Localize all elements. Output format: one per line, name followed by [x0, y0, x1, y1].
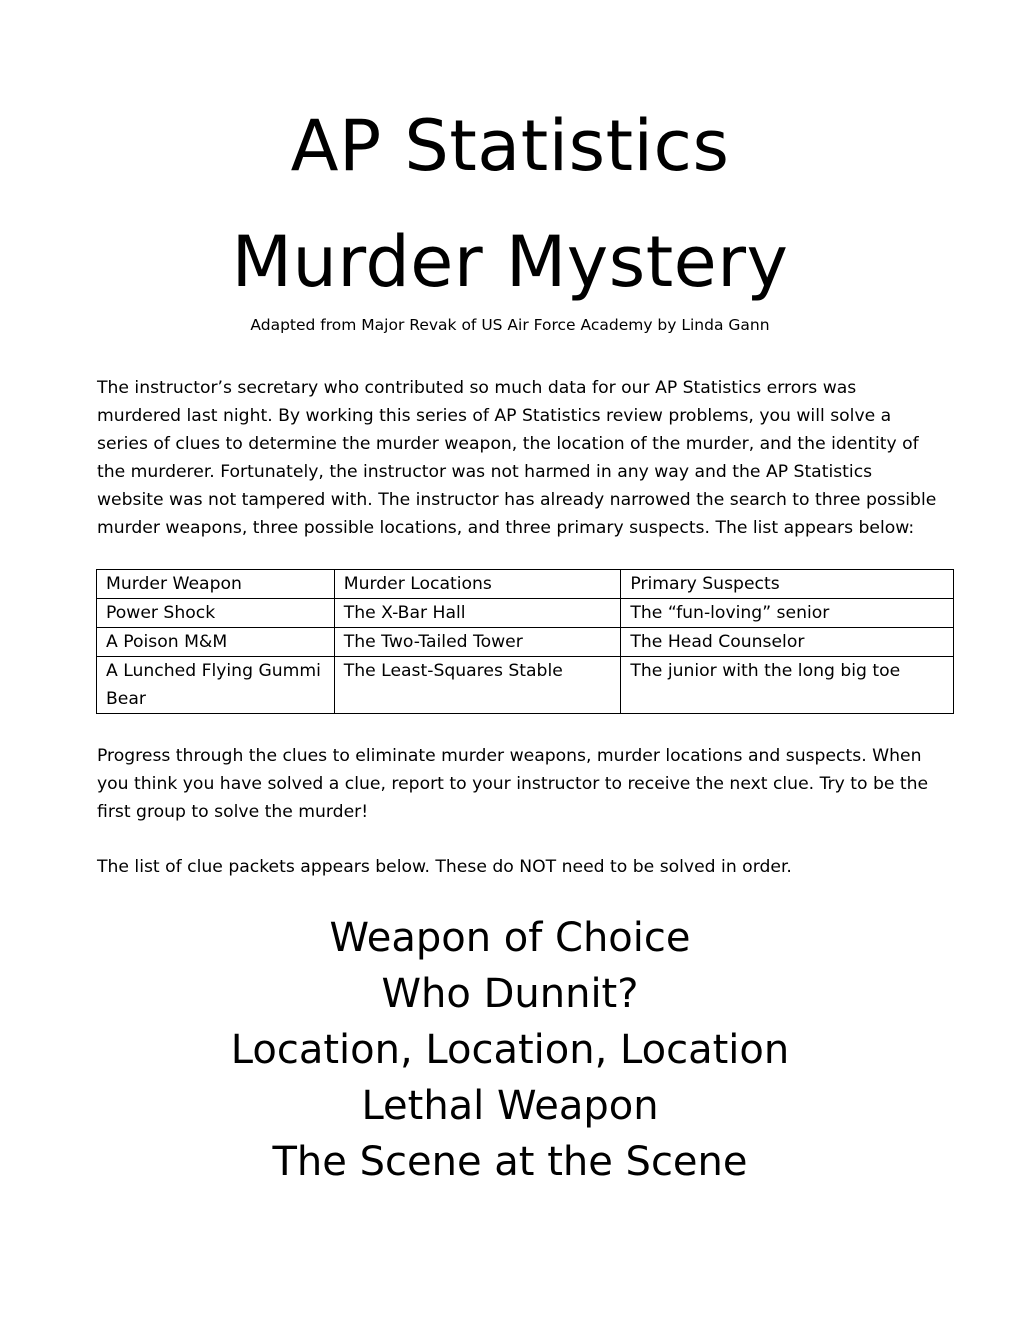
clue-packet-item: Lethal Weapon: [361, 1083, 659, 1129]
suspect-cell: The Head Counselor: [621, 628, 954, 657]
table-row: [97, 657, 954, 714]
suspect-cell: The junior with the long big toe: [621, 657, 954, 714]
table-header-row: [97, 570, 954, 599]
clue-packet-item: The Scene at the Scene: [272, 1139, 748, 1185]
page-title-line-2: Murder Mystery: [231, 221, 789, 303]
location-cell: The Two-Tailed Tower: [334, 628, 621, 657]
weapon-cell: A Lunched Flying Gummi Bear: [97, 657, 335, 714]
table-row: [97, 599, 954, 628]
clue-packet-item: Who Dunnit?: [381, 971, 639, 1017]
weapon-cell: Power Shock: [97, 599, 335, 628]
intro-paragraph: The instructor’s secretary who contributed so much data for our AP Statistics errors was murdered last night. By working this series of AP Statistics review problems, you will solve a series of clues to determine the murder weapon, the location of the murder, and the identity of the murderer. Fortunately, the instructor was not harmed in any way and the AP Statistics website was not tampered with. The instructor has already narrowed the search to three possible murder weapons, three possible locations, and three primary suspects. The list appears below:: [97, 378, 937, 538]
weapon-cell: A Poison M&M: [97, 628, 335, 657]
header-murder-weapon: Murder Weapon: [97, 570, 335, 599]
location-cell: The X-Bar Hall: [334, 599, 621, 628]
clue-packet-list: [0, 910, 1020, 1190]
header-murder-locations: Murder Locations: [334, 570, 621, 599]
page-title-line-1: AP Statistics: [290, 105, 730, 187]
clue-packet-item: Location, Location, Location: [230, 1027, 790, 1073]
clue-packet-item: Weapon of Choice: [329, 915, 691, 961]
table-row: [97, 628, 954, 657]
progress-paragraph: Progress through the clues to eliminate murder weapons, murder locations and suspects. When you think you have solved a clue, report to your instructor to receive the next clue. Try to be the first group to solve the murder!: [97, 746, 929, 822]
location-cell: The Least-Squares Stable: [334, 657, 621, 714]
clue-list-intro: The list of clue packets appears below. These do NOT need to be solved in order.: [97, 857, 792, 877]
credit-line: Adapted from Major Revak of US Air Force Academy by Linda Gann: [250, 316, 770, 334]
header-primary-suspects: Primary Suspects: [621, 570, 954, 599]
suspect-cell: The “fun-loving” senior: [621, 599, 954, 628]
suspects-table: [96, 569, 954, 714]
